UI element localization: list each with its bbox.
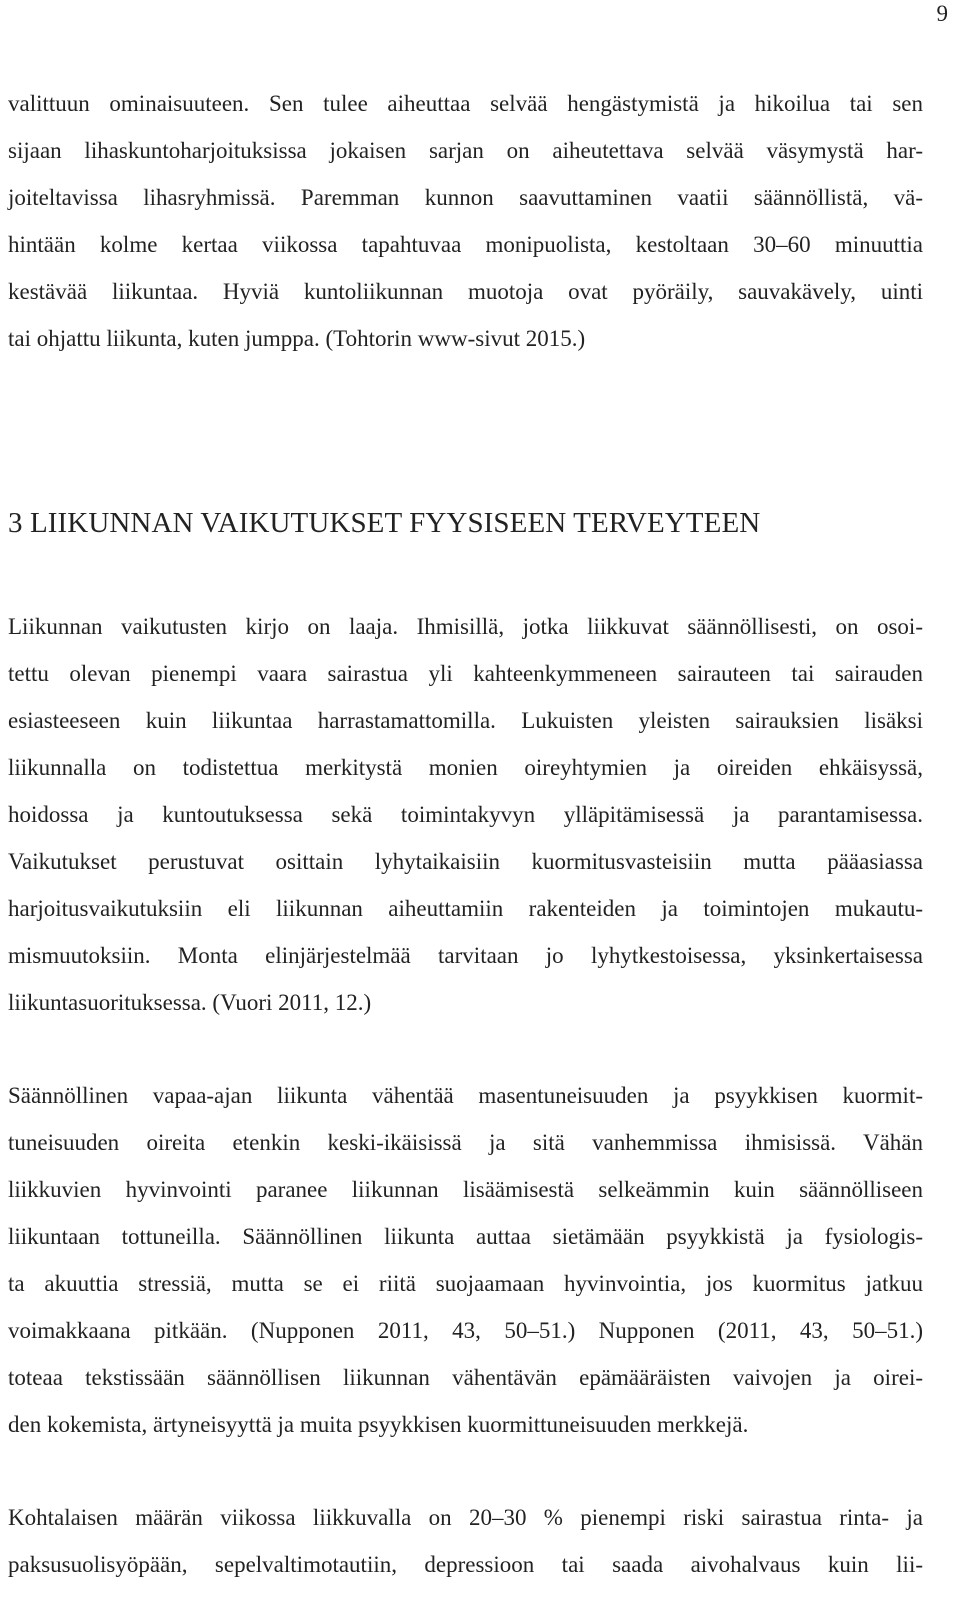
text-line: hintään kolme kertaa viikossa tapahtuvaa monipuolista, kestoltaan 30–60 minuuttia	[8, 232, 923, 257]
text-line: Liikunnan vaikutusten kirjo on laaja. Ihmisillä, jotka liikkuvat säännöllisesti, on osoi-	[8, 614, 923, 639]
text-line: liikuntasuorituksessa. (Vuori 2011, 12.)	[8, 990, 372, 1015]
text-line: den kokemista, ärtyneisyyttä ja muita psyykkisen kuormittuneisuuden merkkejä.	[8, 1412, 749, 1437]
text-line: liikkuvien hyvinvointi paranee liikunnan lisäämisestä selkeämmin kuin säännölliseen	[8, 1177, 923, 1202]
text-line: toteaa tekstissään säännöllisen liikunnan vähentävän epämääräisten vaivojen ja oirei-	[8, 1365, 923, 1390]
text-line: liikuntaan tottuneilla. Säännöllinen liikunta auttaa sietämään psyykkistä ja fysiologis-	[8, 1224, 923, 1249]
text-line: tuneisuuden oireita etenkin keski-ikäisissä ja sitä vanhemmissa ihmisissä. Vähän	[8, 1130, 923, 1155]
text-line: Vaikutukset perustuvat osittain lyhytaikaisiin kuormitusvasteisiin mutta pääasiassa	[8, 849, 923, 874]
text-line: tettu olevan pienempi vaara sairastua yli kahteenkymmeneen sairauteen tai sairauden	[8, 661, 923, 686]
text-line: paksusuolisyöpään, sepelvaltimotautiin, depressioon tai saada aivohalvaus kuin lii-	[8, 1552, 923, 1577]
page-number: 9	[936, 1, 948, 26]
section-heading: 3 LIIKUNNAN VAIKUTUKSET FYYSISEEN TERVEYTEEN	[8, 507, 761, 539]
text-line: kestävää liikuntaa. Hyviä kuntoliikunnan muotoja ovat pyöräily, sauvakävely, uinti	[8, 279, 923, 304]
text-line: hoidossa ja kuntoutuksessa sekä toimintakyvyn ylläpitämisessä ja parantamisessa.	[8, 802, 923, 827]
text-line: ta akuuttia stressiä, mutta se ei riitä suojaamaan hyvinvointia, jos kuormitus jatkuu	[8, 1271, 923, 1296]
text-line: mismuutoksiin. Monta elinjärjestelmää tarvitaan jo lyhytkestoisessa, yksinkertaisessa	[8, 943, 923, 968]
text-line: sijaan lihaskuntoharjoituksissa jokaisen sarjan on aiheutettava selvää väsymystä har-	[8, 138, 923, 163]
text-line: tai ohjattu liikunta, kuten jumppa. (Tohtorin www-sivut 2015.)	[8, 326, 586, 351]
text-line: valittuun ominaisuuteen. Sen tulee aiheuttaa selvää hengästymistä ja hikoilua tai sen	[8, 91, 923, 116]
text-line: liikunnalla on todistettua merkitystä monien oireyhtymien ja oireiden ehkäisyssä,	[8, 755, 923, 780]
text-line: voimakkaana pitkään. (Nupponen 2011, 43, 50–51.) Nupponen (2011, 43, 50–51.)	[8, 1318, 923, 1343]
text-line: esiasteeseen kuin liikuntaa harrastamattomilla. Lukuisten yleisten sairauksien lisäksi	[8, 708, 923, 733]
text-line: Säännöllinen vapaa-ajan liikunta vähentää masentuneisuuden ja psyykkisen kuormit-	[8, 1083, 923, 1108]
text-line: joiteltavissa lihasryhmissä. Paremman kunnon saavuttaminen vaatii säännöllistä, vä-	[8, 185, 923, 210]
text-line: Kohtalaisen määrän viikossa liikkuvalla on 20–30 % pienempi riski sairastua rinta- ja	[8, 1505, 923, 1530]
text-line: harjoitusvaikutuksiin eli liikunnan aiheuttamiin rakenteiden ja toimintojen mukautu-	[8, 896, 923, 921]
